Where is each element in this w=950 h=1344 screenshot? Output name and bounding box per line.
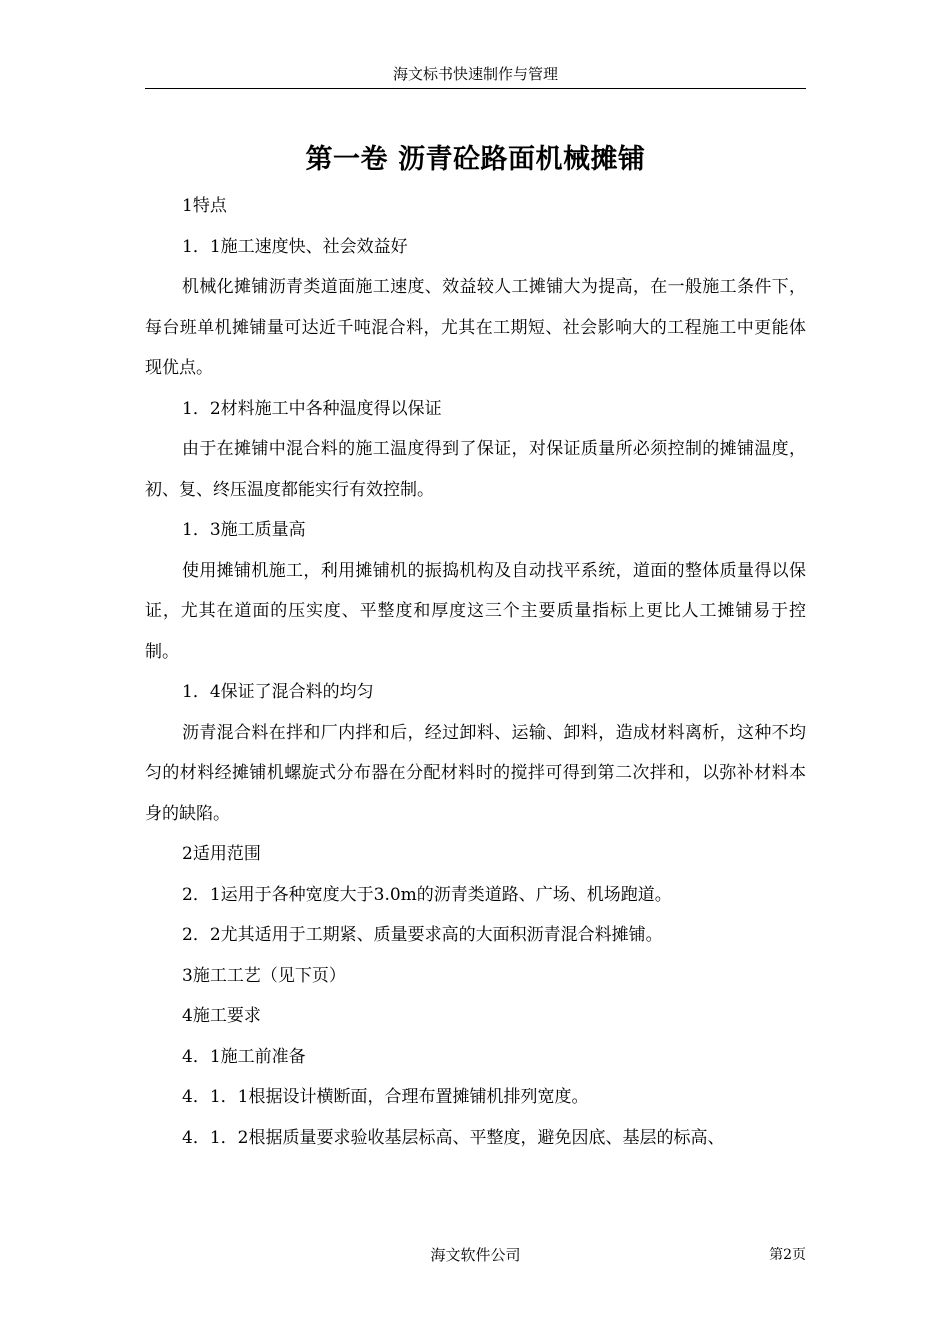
heading-3: 3施工工艺（见下页） [182,965,346,986]
document-body [145,186,806,1158]
heading-4: 4施工要求 [182,1006,261,1026]
document-title: 第一卷 沥青砼路面机械摊铺 [305,144,646,175]
heading-1-3: 1．3施工质量高 [182,520,306,540]
paragraph-1-3: 使用摊铺机施工，利用摊铺机的振捣机构及自动找平系统，道面的整体质量得以保证，尤其在道面的压实度、平整度和厚度这三个主要质量指标上更比人工摊铺易于控制。 [145,560,806,662]
item-4-1-2: 4．1．2根据质量要求验收基层标高、平整度，避免因底、基层的标高、 [182,1127,725,1148]
page-header: 海文标书快速制作与管理 [392,65,558,83]
footer-company: 海文软件公司 [430,1246,521,1264]
heading-1-1: 1．1施工速度快、社会效益好 [182,236,408,257]
heading-4-1: 4．1施工前准备 [182,1046,306,1067]
paragraph-1-1: 机械化摊铺沥青类道面施工速度、效益较人工摊铺大为提高，在一般施工条件下，每台班单机摊铺量可达近千吨混合料，尤其在工期短、社会影响大的工程施工中更能体现优点。 [145,277,806,378]
item-4-1-1: 4．1．1根据设计横断面，合理布置摊铺机排列宽度。 [182,1087,589,1107]
paragraph-1-2: 由于在摊铺中混合料的施工温度得到了保证，对保证质量所必须控制的摊铺温度，初、复、终压温度都能实行有效控制。 [145,439,806,500]
heading-1: 1特点 [182,196,227,216]
heading-2: 2适用范围 [182,844,261,864]
item-2-1: 2．1运用于各种宽度大于3.0m的沥青类道路、广场、机场跑道。 [182,884,672,905]
item-2-2: 2．2尤其适用于工期紧、质量要求高的大面积沥青混合料摊铺。 [182,925,663,945]
heading-1-2: 1．2材料施工中各种温度得以保证 [182,398,442,419]
page-number: 第2页 [769,1247,806,1263]
paragraph-1-4: 沥青混合料在拌和厂内拌和后，经过卸料、运输、卸料，造成材料离析，这种不均匀的材料经摊铺机螺旋式分布器在分配材料时的搅拌可得到第二次拌和，以弥补材料本身的缺陷。 [145,722,806,824]
header-divider [145,88,806,89]
heading-1-4: 1．4保证了混合料的均匀 [182,682,374,702]
